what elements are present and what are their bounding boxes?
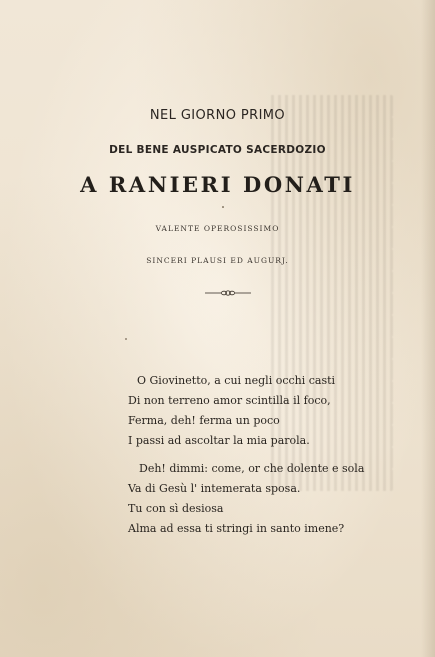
paper-speck — [125, 338, 127, 340]
heading-line-1: NEL GIORNO PRIMO — [149, 108, 286, 123]
verse-line: Deh! dimmi: come, or che dolente e sola — [139, 462, 365, 475]
show-through-text — [268, 95, 393, 515]
verse-line: Alma ad essa ti stringi in santo imene? — [128, 522, 345, 535]
verse-line: Tu con sì desiosa — [128, 502, 224, 515]
subtitle-2: SINCERI PLAUSI ED AUGURJ. — [146, 256, 289, 265]
ornament-divider-icon — [203, 289, 253, 297]
verse-line: Di non terreno amor scintilla il foco, — [128, 394, 331, 407]
verse-line: Ferma, deh! ferma un poco — [128, 414, 280, 427]
verse-line: I passi ad ascoltar la mia parola. — [128, 434, 310, 447]
verse-line: Va di Gesù l' intemerata sposa. — [128, 482, 301, 495]
heading-line-2: DEL BENE AUSPICATO SACERDOZIO — [109, 144, 326, 156]
page-edge-shadow — [421, 0, 435, 657]
dedication-title: A RANIERI DONATI — [80, 172, 355, 197]
verse-line: O Giovinetto, a cui negli occhi casti — [137, 374, 336, 387]
paper-speck — [222, 206, 224, 208]
subtitle-1: VALENTE OPEROSISSIMO — [155, 224, 280, 233]
